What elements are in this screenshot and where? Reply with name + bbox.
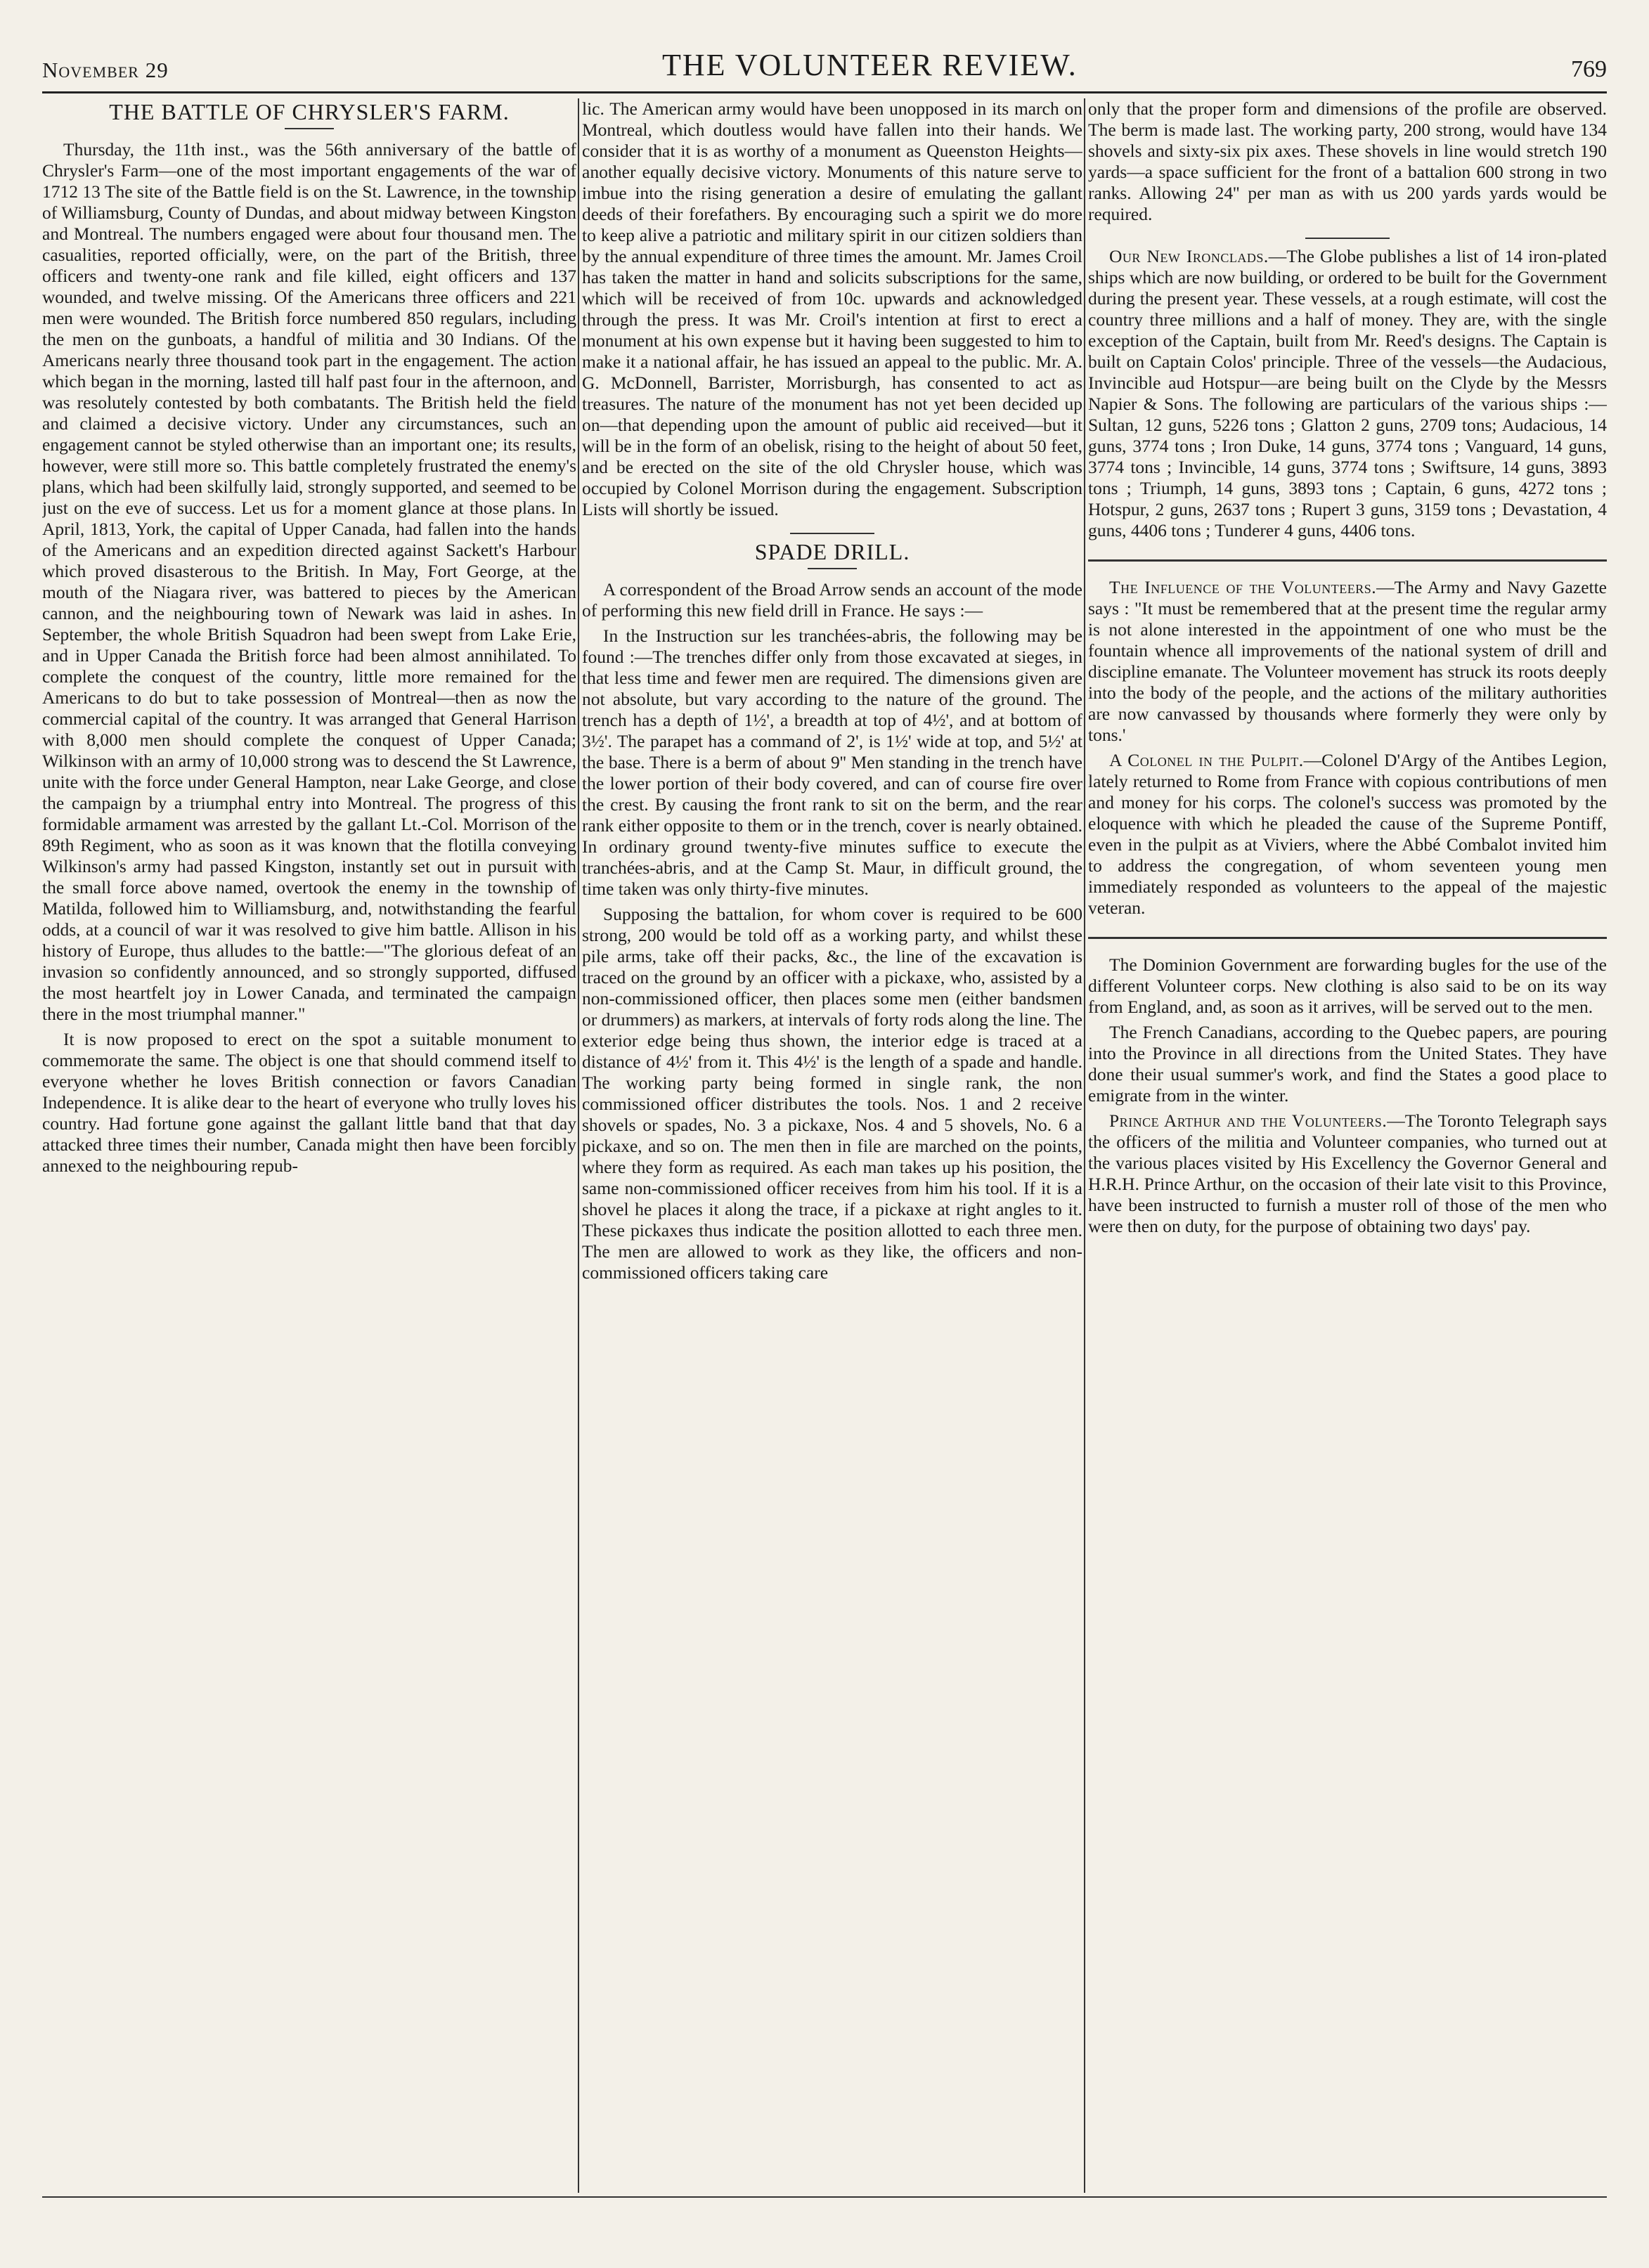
article-paragraph: Thursday, the 11th inst., was the 56th anniversary of the battle of Chrysler's Farm—one of the most important engagements of the war of 1712 13 The site of the Battle field is on the St. Lawrence, in the township of Williamsburg, County of Dundas, and about midway between Kingston and Montreal. The numbers engaged were about four thousand men. The casualities, reported officially, were, on the part of the British, three officers and twenty-one rank and file killed, eight officers and 137 wounded, and twelve missing. Of the Americans three officers and 221 men were wounded. The British force numbered 850 regulars, including the men on the gunboats, a handful of militia and 30 Indians. Of the Americans nearly three thousand took part in the engagement. The action which began in the morning, lasted till half past four in the afternoon, and was resolutely contested by both combatants. The British held the field and claimed a decisive victory. Under any circumstances, such an engagement cannot be styled otherwise than an important one; its results, however, were still more so. This battle completely frustrated the enemy's plans, which had been skilfully laid, strongly supported, and seemed to be just on the eve of success. Let us for a moment glance at those plans. In April, 1813, York, the capital of Upper Canada, had fallen into the hands of the Americans and an expedition directed against Sackett's Harbour which proved disasterous to the British. In May, Fort George, at the mouth of the Niagara river, was battered to pieces by the American cannon, and the neighbouring town of Newark was laid in ashes. In September, the whole British Squadron had been swept from Lake Erie, and in Upper Canada the British force had been almost annihilated. To complete the conquest of the country, little more remained for the Americans to do but to take possession of Montreal—then as now the commercial capital of the country. It was arranged that General Harrison with 8,000 men should complete the conquest of Upper Canada; Wilkinson with an army of 10,000 strong was to descend the St Lawrence, unite with the force under General Hampton, near Lake George, and close the campaign by a triumphal entry into Montreal. The progress of this formidable armament was arrested by the gallant Lt.-Col. Morrison of the 89th Regiment, who as soon as it was known that the flotilla conveying Wilkinson's army had passed Kingston, instantly set out in pursuit with the small force above named, overtook the enemy in the township of Matilda, followed him to Williamsburg, and, notwithstanding the fearful odds, at a council of war it was resolved to give him battle. Allison in his history of Europe, thus alludes to the battle:—"The glorious defeat of an invasion so confidently announced, and so strongly supported, diffused the most heartfelt joy in Lower Canada, and terminated the campaign there in the most triumphal manner." — [42, 139, 576, 1024]
item-body: —The Army and Navy Gazette says : "It must be remembered that at the present time the regular army is not alone interested in the appointment of one who must be the fountain whence all improvements of the national system of drill and discipline emanate. The Volunteer movement has struck its roots deeply into the body of the people, and the actions of the military authorities are now canvassed by thousands where formerly they were only by tons.' — [1088, 577, 1607, 745]
page-number: 769 — [1570, 56, 1607, 82]
item-lead: The Influence of the Volunteers. — [1109, 577, 1377, 597]
issue-date: November 29 — [42, 58, 169, 82]
news-item-ironclads — [1088, 246, 1607, 541]
item-body: —The Toronto Telegraph says the officers of the militia and Volunteer companies, who turned out at the various places visited by His Excellency the Governor General and H.R.H. Prince Arthur, on the occasion of their late visit to this Province, have been instructed to furnish a muster roll of those of the men who were then on duty, for the purpose of obtaining two days' pay. — [1088, 1110, 1607, 1236]
news-item-influence — [1088, 577, 1607, 746]
news-item-french-canadians: The French Canadians, according to the Quebec papers, are pouring into the Province in all directions from the United States. They have done their usual summer's work, and find the States a good place to emigrate from in the winter. — [1088, 1022, 1607, 1106]
publication-title: THE VOLUNTEER REVIEW. — [661, 48, 1078, 82]
article-paragraph: lic. The American army would have been unopposed in its march on Montreal, which doutless would have fallen into their hands. We consider that it is as worthy of a monument as Queenston Heights—another equally decisive victory. Monuments of this nature serve to imbue into the rising generation a desire of emulating the gallant deeds of their forefathers. By encouraging such a spirit we do more to keep alive a patriotic and military spirit in our citizen soldiers than by the annual expenditure of three times the amount. Mr. James Croil has taken the matter in hand and solicits subscriptions for the same, which will be received of from 10c. upwards and acknowledged through the press. It was Mr. Croil's intention at first to erect a monument at his own expense but it having been suggested to him to make it a national affair, he has issued an appeal to the public. Mr. A. G. McDonnell, Barrister, Morrisburgh, has consented to act as treasures. The nature of the monument has not yet been decided up on—that depending upon the amount of public aid received—but it will be in the form of an obelisk, rising to the height of about 50 feet, and be erected on the site of the old Chrysler house, which was occupied by Colonel Morrison during the engagement. Subscription Lists will shortly be issued. — [582, 98, 1082, 519]
news-item-prince-arthur — [1088, 1110, 1607, 1237]
article-paragraph: It is now proposed to erect on the spot a suitable monument to commemorate the same. The object is one that should commend itself to everyone whether he loves British connection or favors Canadian Independence. It is alike dear to the heart of everyone who trully loves his country. Had fortune gone against the gallant little band that that day attacked three times their number, Canada might then have been forcibly annexed to the neighbouring repub- — [42, 1029, 576, 1176]
item-body: —Colonel D'Argy of the Antibes Legion, lately returned to Rome from France with copious contributions of men and money for his corps. The colonel's success was promoted by the eloquence with which he pleaded the cause of the Supreme Pontiff, even in the pulpit as at Viviers, where the Abbé Combalot invited him to address the congregation, of whom seventeen young men immediately responded as volunteers to the appeal of the majestic veteran. — [1088, 750, 1607, 918]
news-item-colonel — [1088, 750, 1607, 919]
article-paragraph: In the Instruction sur les tranchées-abris, the following may be found :—The trenches differ only from those excavated at sieges, in that less time and fewer men are required. The dimensions given are not absolute, but vary according to the nature of the ground. The trench has a depth of 1½', a breadth at top of 4½', and at bottom of 3½'. The parapet has a command of 2', is 1½' wide at top, and 5½' at the base. There is a berm of about 9'' Men standing in the trench have the lower portion of their body covered, and can of course fire over the crest. By causing the front rank to sit on the berm, and the rear rank either opposite to them or in the trench, cover is nearly obtained. In ordinary ground twenty-five minutes suffice to execute the tranchées-abris, and at the Camp St. Maur, in difficult ground, the time taken was only thirty-five minutes. — [582, 626, 1082, 899]
heading-rule — [285, 128, 334, 129]
page-header — [42, 44, 1607, 83]
section-rule — [1088, 559, 1607, 562]
article-paragraph: only that the proper form and dimensions of the profile are observed. The berm is made last. The working party, 200 strong, would have 134 shovels and sixty-six pix axes. These shovels in line would stretch 190 yards—a space sufficient for the front of a battalion 600 strong in two ranks. Allowing 24'' per man as with us 200 yards yards would be required. — [1088, 98, 1607, 224]
article-paragraph: Supposing the battalion, for whom cover is required to be 600 strong, 200 would be told off as a working party, and whilst these pile arms, take off their packs, &c., the line of the excavation is traced on the ground by an officer with a pickaxe, who, assisted by a non-commissioned officer, then places some men (either bandsmen or drummers) as markers, at intervals of forty rods along the line. The exterior edge being thus shown, the interior edge is traced at a distance of 4½' from it. This 4½' is the length of a spade and handle. The working party being formed in single rank, the non commissioned officer distributes the tools. Nos. 1 and 2 receive shovels or spades, No. 3 a pickaxe, Nos. 4 and 5 shovels, No. 6 a pickaxe, and so on. The men then in file are marched on the points, where they form as required. As each man takes up his position, the same non-commissioned officer receives from him his tool. If it is a shovel he places it along the trace, if a pickaxe at right angles to it. These pickaxes thus indicate the position allotted to each three men. The men are allowed to work as they like, the officers and non-commissioned officers taking care — [582, 904, 1082, 1283]
item-lead: Our New Ironclads. — [1109, 246, 1269, 266]
section-rule — [1088, 937, 1607, 939]
footer-rule — [42, 2196, 1607, 2198]
item-body: —The Globe publishes a list of 14 iron-plated ships which are now building, or ordered to be built for the Government during the present year. These vessels, at a rough estimate, will cost the country three millions and a half of money. They are, with the single exception of the Captain, built from Mr. Reed's designs. The Captain is built on Captain Colos' principle. Three of the vessels—the Audacious, Invincible aud Hotspur—are being built on the Clyde by the Messrs Napier & Sons. The following are particulars of the various ships :—Sultan, 12 guns, 5226 tons ; Glatton 2 guns, 2709 tons; Audacious, 14 guns, 3774 tons ; Iron Duke, 14 guns, 3774 tons ; Vanguard, 14 guns, 3774 tons ; Invincible, 14 guns, 3774 tons ; Swiftsure, 14 guns, 3893 tons ; Triumph, 14 guns, 3893 tons ; Captain, 6 guns, 4272 tons ; Hotspur, 2 guns, 2637 tons ; Rupert 3 guns, 3159 tons ; Devastation, 4 guns, 4406 tons ; Tunderer 4 guns, 4406 tons. — [1088, 246, 1607, 540]
item-lead: A Colonel in the Pulpit. — [1109, 750, 1304, 770]
column-2 — [582, 98, 1082, 2189]
header-rule — [42, 91, 1607, 93]
column-divider — [578, 98, 579, 2193]
section-rule — [790, 533, 874, 534]
article-paragraph: A correspondent of the Broad Arrow sends an account of the mode of performing this new field drill in France. He says :— — [582, 579, 1082, 621]
column-3 — [1088, 98, 1607, 2189]
news-item-bugles: The Dominion Government are forwarding bugles for the use of the different Volunteer corps. New clothing is also said to be on its way from England, and, as soon as it arrives, will be served out to the men. — [1088, 954, 1607, 1017]
article-heading-spade-drill: SPADE DRILL. — [754, 539, 910, 564]
column-1 — [42, 98, 576, 2189]
article-heading-chryslers-farm: THE BATTLE OF CHRYSLER'S FARM. — [109, 99, 510, 124]
section-rule — [1305, 238, 1390, 239]
column-divider — [1084, 98, 1085, 2193]
heading-rule — [808, 568, 857, 569]
item-lead: Prince Arthur and the Volunteers. — [1109, 1110, 1388, 1131]
